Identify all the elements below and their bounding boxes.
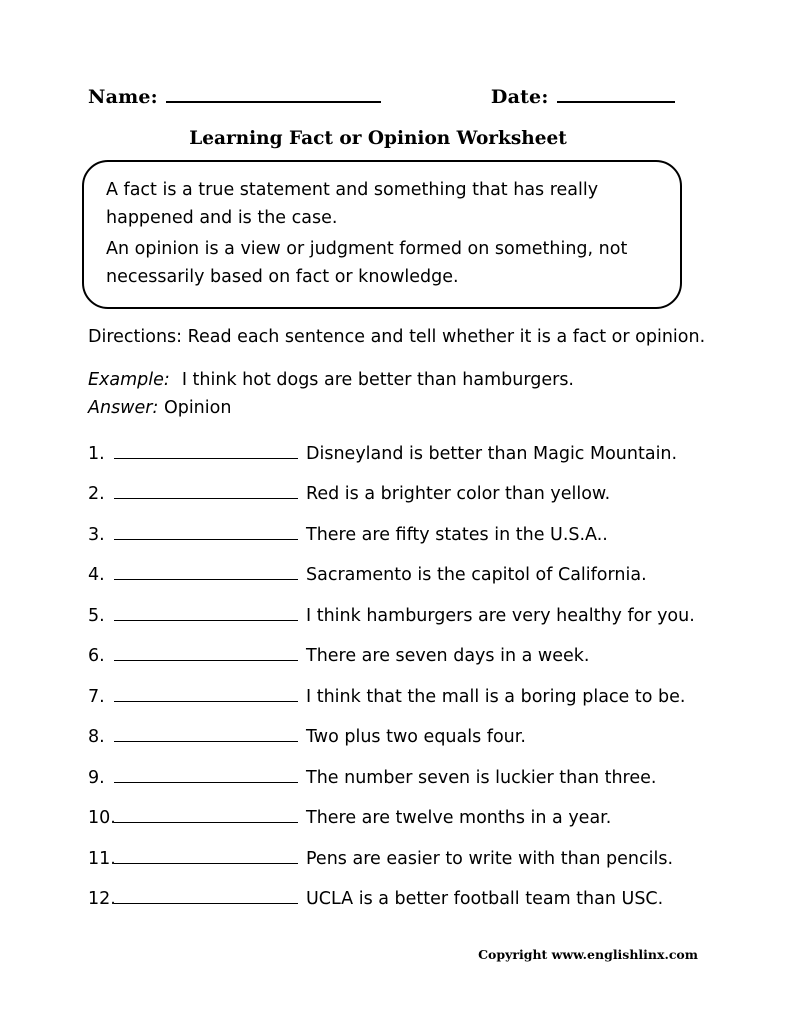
- question-number: 4.: [88, 565, 105, 586]
- page-title: Learning Fact or Opinion Worksheet: [189, 128, 567, 149]
- question-row: [88, 808, 726, 828]
- question-text: There are seven days in a week.: [306, 646, 590, 667]
- date-input-blank[interactable]: [557, 86, 675, 103]
- date-label: Date:: [490, 86, 549, 108]
- question-number: 12.: [88, 889, 116, 910]
- question-row: [88, 768, 726, 788]
- answer-blank[interactable]: [114, 850, 298, 864]
- question-number: 8.: [88, 727, 105, 748]
- question-row: [88, 606, 726, 626]
- answer-blank[interactable]: [114, 728, 298, 742]
- name-label: Name:: [88, 86, 158, 108]
- answer-blank[interactable]: [114, 809, 298, 823]
- question-list: [88, 444, 726, 910]
- question-text: Disneyland is better than Magic Mountain.: [306, 443, 678, 464]
- answer-blank[interactable]: [114, 485, 298, 499]
- example-line: [88, 367, 726, 394]
- answer-blank[interactable]: [114, 445, 298, 459]
- example-block: [88, 367, 726, 421]
- opinion-definition: An opinion is a view or judgment formed on something, not necessarily based on fact or knowledge.: [106, 238, 628, 288]
- question-row: [88, 889, 726, 909]
- question-row: [88, 484, 726, 504]
- question-text: I think hamburgers are very healthy for you.: [306, 605, 695, 626]
- question-row: [88, 646, 726, 666]
- name-field-group: [88, 86, 381, 108]
- question-number: 10.: [88, 808, 116, 829]
- question-text: UCLA is a better football team than USC.: [306, 889, 664, 910]
- question-row: [88, 444, 726, 464]
- example-label: Example:: [88, 370, 170, 391]
- question-text: There are twelve months in a year.: [306, 808, 612, 829]
- question-row: [88, 727, 726, 747]
- question-row: [88, 565, 726, 585]
- answer-blank[interactable]: [114, 890, 298, 904]
- answer-label: Answer:: [88, 397, 159, 418]
- question-text: Two plus two equals four.: [306, 727, 526, 748]
- directions-text: Directions: Read each sentence and tell whether it is a fact or opinion.: [88, 327, 706, 348]
- definition-box: [82, 160, 682, 309]
- answer-text: Opinion: [163, 397, 232, 418]
- copyright-notice: Copyright www.englishlinx.com: [478, 947, 698, 962]
- answer-blank[interactable]: [114, 688, 298, 702]
- question-text: Red is a brighter color than yellow.: [306, 484, 611, 505]
- header-row: [60, 0, 726, 108]
- question-text: There are fifty states in the U.S.A..: [306, 524, 608, 545]
- date-field-group: [491, 86, 675, 108]
- answer-blank[interactable]: [114, 647, 298, 661]
- question-text: I think that the mall is a boring place to be.: [306, 686, 686, 707]
- fact-definition: A fact is a true statement and something that has really happened and is the case.: [106, 180, 599, 229]
- question-number: 5.: [88, 605, 105, 626]
- question-number: 11.: [88, 848, 116, 869]
- question-number: 2.: [88, 484, 105, 505]
- example-text: I think hot dogs are better than hamburgers.: [181, 370, 574, 391]
- question-number: 1.: [88, 443, 105, 464]
- question-number: 7.: [88, 686, 105, 707]
- question-number: 6.: [88, 646, 105, 667]
- question-row: [88, 849, 726, 869]
- answer-blank[interactable]: [114, 607, 298, 621]
- question-row: [88, 525, 726, 545]
- question-row: [88, 687, 726, 707]
- answer-blank[interactable]: [114, 566, 298, 580]
- question-text: Sacramento is the capitol of California.: [306, 565, 647, 586]
- answer-line: [88, 395, 726, 422]
- question-text: The number seven is luckier than three.: [306, 767, 657, 788]
- name-input-blank[interactable]: [166, 86, 381, 103]
- question-number: 9.: [88, 767, 105, 788]
- answer-blank[interactable]: [114, 769, 298, 783]
- question-text: Pens are easier to write with than pencils.: [306, 848, 674, 869]
- question-number: 3.: [88, 524, 105, 545]
- answer-blank[interactable]: [114, 526, 298, 540]
